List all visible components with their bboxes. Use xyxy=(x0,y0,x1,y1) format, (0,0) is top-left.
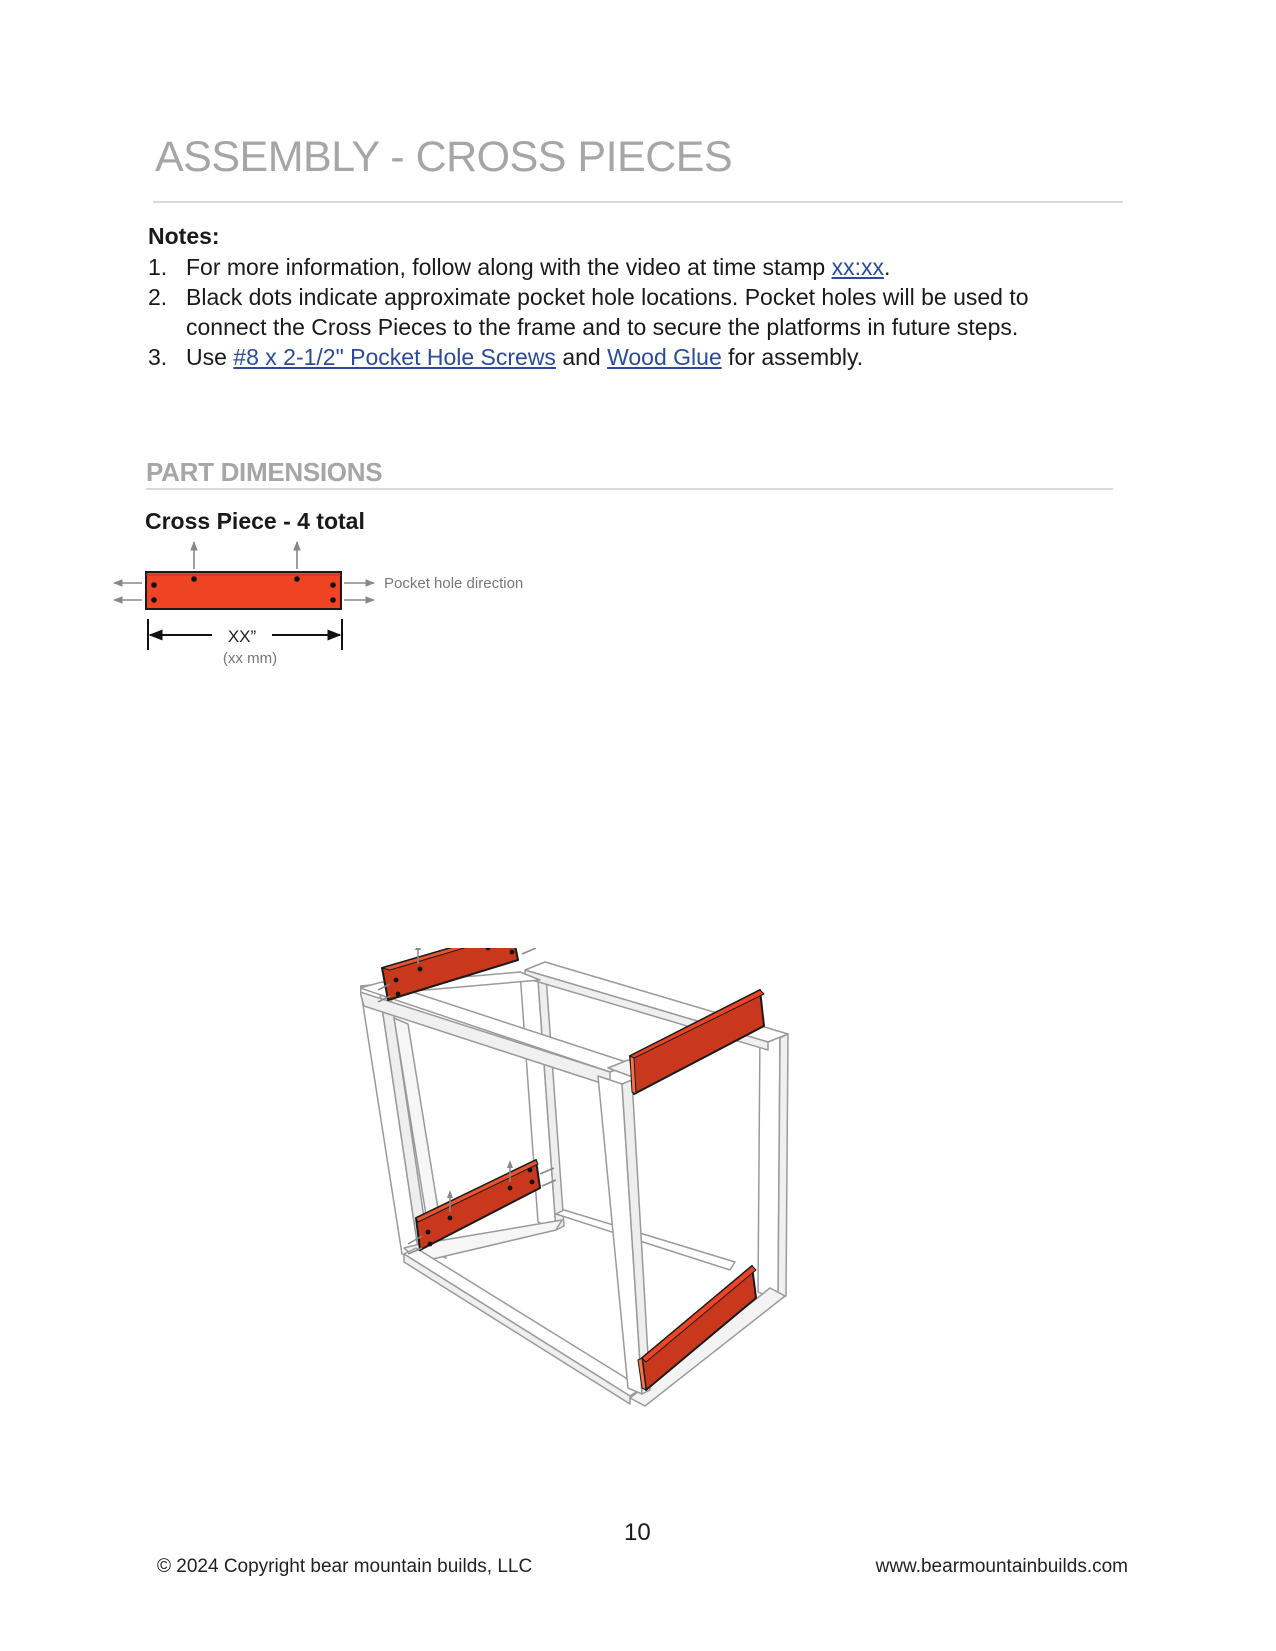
dimension-label: XX” xyxy=(227,627,257,646)
video-timestamp-link[interactable]: xx:xx xyxy=(831,254,884,280)
pocket-hole-dot xyxy=(394,978,399,983)
list-number: 2. xyxy=(148,284,168,310)
pocket-hole-dot xyxy=(530,1180,535,1185)
pocket-hole-dot xyxy=(508,1186,513,1191)
list-number: 1. xyxy=(148,254,168,280)
frame-rail xyxy=(404,1248,642,1396)
frame-leg xyxy=(758,1030,780,1300)
list-item xyxy=(148,282,1088,342)
frame-rail xyxy=(556,1210,735,1270)
pocket-hole-dot xyxy=(330,597,336,603)
pocket-hole-screws-link[interactable]: #8 x 2-1/2" Pocket Hole Screws xyxy=(233,344,556,370)
section-divider xyxy=(146,488,1113,490)
part-dimensions-heading: PART DIMENSIONS xyxy=(146,457,383,487)
list-number: 3. xyxy=(148,344,168,370)
wood-glue-link[interactable]: Wood Glue xyxy=(607,344,722,370)
pocket-hole-dot xyxy=(294,576,300,582)
pocket-hole-dot xyxy=(151,597,157,603)
cross-piece-diagram xyxy=(112,538,542,678)
note-text: Use xyxy=(186,344,234,370)
pocket-hole-direction-label: Pocket hole direction xyxy=(384,575,524,592)
notes-heading: Notes: xyxy=(148,223,220,249)
note-text: for assembly. xyxy=(721,344,864,370)
pocket-hole-dot xyxy=(396,992,401,997)
copyright-notice: © 2024 Copyright bear mountain builds, LLC xyxy=(157,1556,533,1577)
pocket-hole-dot xyxy=(510,950,515,955)
pocket-hole-dot xyxy=(528,1168,533,1173)
pocket-hole-dot xyxy=(151,582,157,588)
pocket-hole-dot xyxy=(448,1216,453,1221)
list-item xyxy=(148,342,1088,372)
pocket-hole-dot xyxy=(191,576,197,582)
list-item xyxy=(148,252,1088,282)
page-title: ASSEMBLY - CROSS PIECES xyxy=(155,133,733,181)
pocket-hole-dot xyxy=(330,582,336,588)
notes-list xyxy=(148,252,1088,372)
frame-assembly-illustration xyxy=(360,948,830,1458)
page-number: 10 xyxy=(624,1519,651,1546)
note-text: and xyxy=(555,344,608,370)
part-label: Cross Piece - 4 total xyxy=(145,508,365,534)
note-text: . xyxy=(883,254,891,280)
dimension-mm-label: (xx mm) xyxy=(222,650,278,667)
website-url: www.bearmountainbuilds.com xyxy=(875,1556,1128,1577)
note-text: For more information, follow along with the video at time stamp xyxy=(186,254,832,280)
pocket-hole-dot xyxy=(426,1230,431,1235)
pocket-hole-dot xyxy=(418,967,423,972)
title-divider xyxy=(153,201,1123,203)
note-text: Black dots indicate approximate pocket hole locations. Pocket holes will be used to connect the Cross Pieces to the frame and to secure the platforms in future steps. xyxy=(186,284,1029,340)
pocket-hole-dot xyxy=(428,1242,433,1247)
cross-piece-board xyxy=(146,572,341,609)
